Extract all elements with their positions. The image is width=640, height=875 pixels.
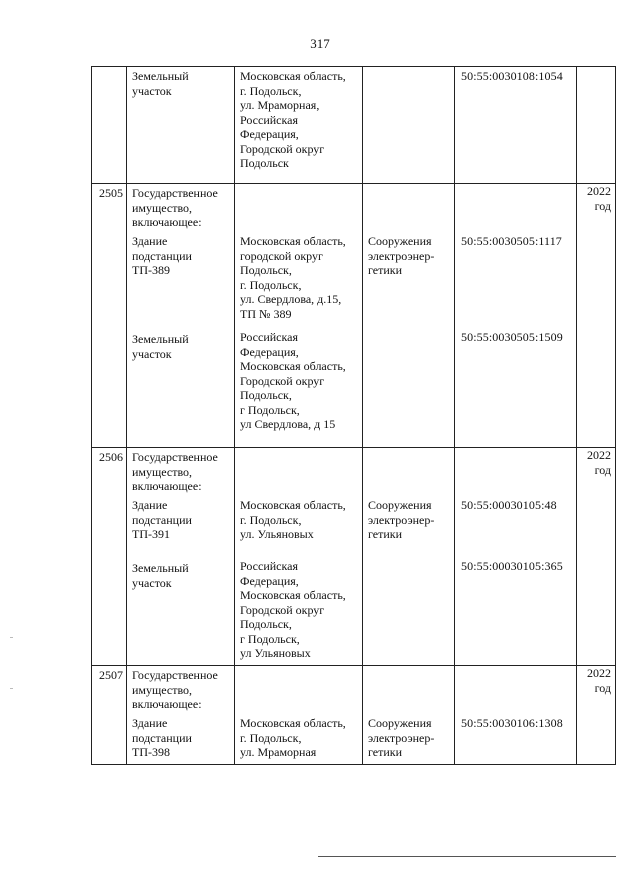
object-name: Здание подстанции ТП-391	[132, 498, 192, 541]
address-cell	[235, 666, 363, 765]
year-value: 2022 год	[587, 184, 611, 213]
object-address: Российская Федерация, Московская область, Городской округ Подольск, г Подольск, ул Ульяновых	[240, 559, 346, 660]
cadastral-number: 50:55:0030505:1509	[461, 330, 563, 344]
cadastral-number: 50:55:00030105:365	[461, 559, 563, 573]
object-name: Здание подстанции ТП-389	[132, 234, 192, 277]
table-row	[92, 184, 616, 448]
number-cell	[92, 448, 127, 666]
year-cell	[577, 184, 616, 448]
cadastral-cell	[455, 448, 577, 666]
type-cell	[363, 666, 455, 765]
footer-rule	[318, 856, 616, 857]
number-cell	[92, 666, 127, 765]
object-address: Московская область, г. Подольск, ул. Мраморная, Российская Федерация, Городской округ Подольск	[240, 69, 346, 170]
address-cell	[235, 184, 363, 448]
scan-mark	[10, 688, 13, 689]
name-cell	[127, 184, 235, 448]
object-address: Российская Федерация, Московская область, Городской округ Подольск, г Подольск, ул Свердлова, д 15	[240, 330, 346, 431]
object-address: Московская область, г. Подольск, ул. Мраморная	[240, 716, 346, 759]
cadastral-cell	[455, 666, 577, 765]
object-name: Земельный участок	[132, 561, 189, 590]
record-number: 2507	[99, 668, 123, 682]
name-cell	[127, 67, 235, 184]
year-cell	[577, 67, 616, 184]
cadastral-number: 50:55:0030108:1054	[461, 69, 563, 83]
cadastral-number: 50:55:00030105:48	[461, 498, 557, 512]
cadastral-number: 50:55:0030106:1308	[461, 716, 563, 730]
group-label: Государственное имущество, включающее:	[132, 186, 218, 229]
record-number: 2506	[99, 450, 123, 464]
object-name: Земельный участок	[132, 332, 189, 361]
year-value: 2022 год	[587, 666, 611, 695]
group-label: Государственное имущество, включающее:	[132, 668, 218, 711]
type-cell	[363, 448, 455, 666]
year-cell	[577, 666, 616, 765]
registry-table	[91, 66, 616, 765]
object-address: Московская область, г. Подольск, ул. Ульяновых	[240, 498, 346, 541]
address-cell	[235, 67, 363, 184]
object-type: Сооружения электроэнер-гетики	[368, 716, 435, 759]
cadastral-cell	[455, 184, 577, 448]
name-cell	[127, 448, 235, 666]
year-value: 2022 год	[587, 448, 611, 477]
object-name: Здание подстанции ТП-398	[132, 716, 192, 759]
address-cell	[235, 448, 363, 666]
object-type: Сооружения электроэнер-гетики	[368, 234, 435, 277]
record-number: 2505	[99, 186, 123, 200]
table-row	[92, 448, 616, 666]
cadastral-number: 50:55:0030505:1117	[461, 234, 562, 248]
object-name: Земельный участок	[132, 69, 189, 98]
type-cell	[363, 67, 455, 184]
name-cell	[127, 666, 235, 765]
number-cell	[92, 67, 127, 184]
object-address: Московская область, городской округ Подольск, г. Подольск, ул. Свердлова, д.15, ТП № 389	[240, 234, 346, 321]
scan-mark	[10, 637, 13, 638]
table-row-continuation	[92, 67, 616, 184]
table-row	[92, 666, 616, 765]
year-cell	[577, 448, 616, 666]
object-type: Сооружения электроэнер-гетики	[368, 498, 435, 541]
type-cell	[363, 184, 455, 448]
cadastral-cell	[455, 67, 577, 184]
group-label: Государственное имущество, включающее:	[132, 450, 218, 493]
number-cell	[92, 184, 127, 448]
page-number: 317	[310, 36, 330, 51]
